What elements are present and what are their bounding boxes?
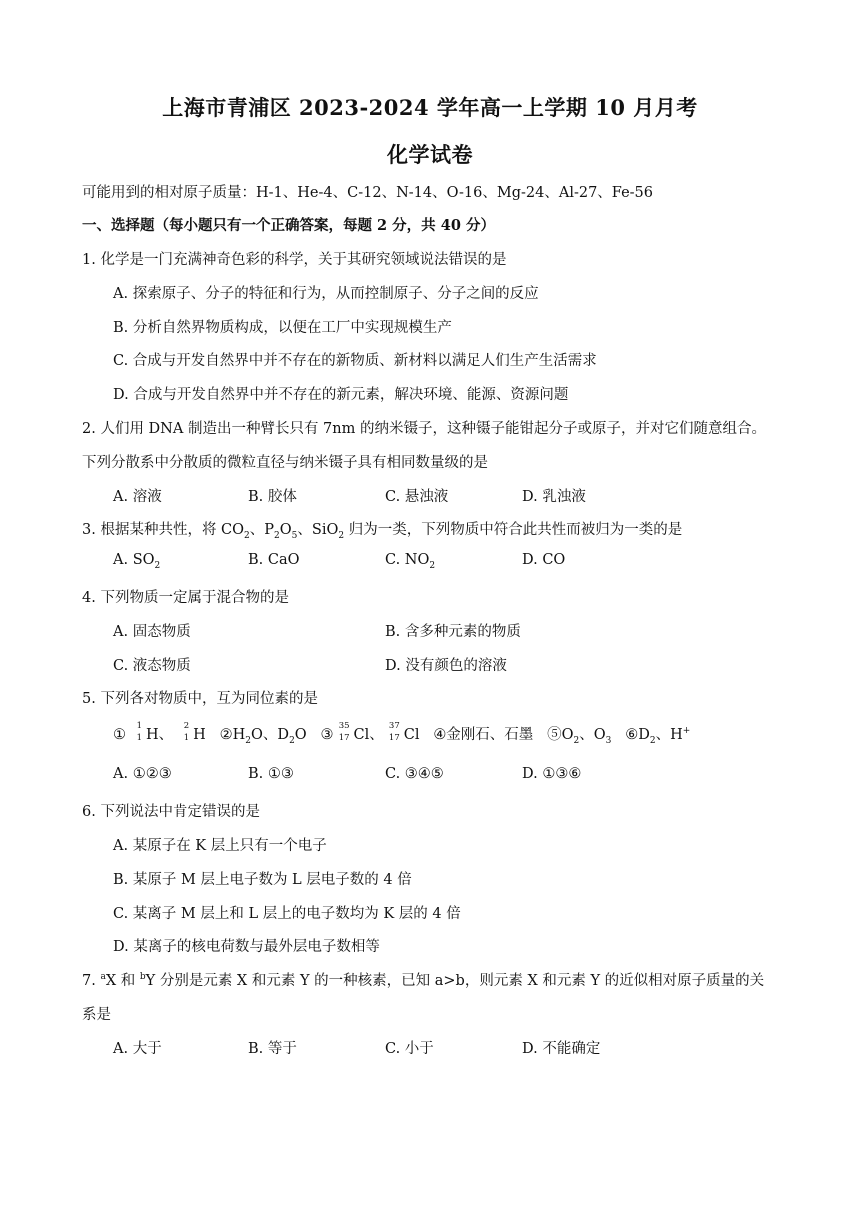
q5-option-d: D. ①③⑥	[522, 766, 582, 782]
section-heading: 一、选择题（每小题只有一个正确答案，每题 2 分，共 40 分）	[82, 217, 495, 234]
q5-stem: 5. 下列各对物质中，互为同位素的是	[82, 691, 318, 707]
q5-option-c: C. ③④⑤	[385, 766, 444, 782]
q2-option-b: B. 胶体	[248, 489, 297, 505]
atomic-masses-note: 可能用到的相对原子质量：H-1、He-4、C-12、N-14、O-16、Mg-24、Al-27、Fe-56	[82, 185, 654, 201]
q3-option-a: A. $SO_2$	[113, 552, 161, 571]
q6-option-d: D. 某离子的核电荷数与最外层电子数相等	[113, 939, 380, 955]
q5-option-b: B. ①③	[248, 766, 294, 782]
exam-title: 上海市青浦区 2023-2024 学年高一上学期 10 月月考	[162, 95, 698, 120]
q3-option-b: B. CaO	[248, 552, 300, 568]
q2-stem-line2: 下列分散系中分散质的微粒直径与纳米镊子具有相同数量级的是	[82, 455, 488, 471]
q6-option-a: A. 某原子在 K 层上只有一个电子	[113, 838, 327, 854]
q4-option-d: D. 没有颜色的溶液	[385, 658, 507, 674]
q2-option-d: D. 乳浊液	[522, 489, 586, 505]
q1-option-c: C. 合成与开发自然界中并不存在的新物质、新材料以满足人们生产生活需求	[113, 353, 597, 369]
q3-option-c: C. $NO_2$	[385, 552, 436, 571]
q1-option-b: B. 分析自然界物质构成，以便在工厂中实现规模生产	[113, 320, 452, 336]
q1-option-d: D. 合成与开发自然界中并不存在的新元素，解决环境、能源、资源问题	[113, 387, 569, 403]
q4-option-a: A. 固态物质	[113, 624, 191, 640]
q2-stem-line1: 2. 人们用 DNA 制造出一种臂长只有 7nm 的纳米镊子，这种镊子能钳起分子或原子，并对它们随意组合。	[82, 421, 766, 437]
q1-option-a: A. 探索原子、分子的特征和行为，从而控制原子、分子之间的反应	[113, 286, 539, 302]
q1-stem: 1. 化学是一门充满神奇色彩的科学，关于其研究领域说法错误的是	[82, 252, 507, 268]
q4-option-b: B. 含多种元素的物质	[385, 624, 521, 640]
q7-option-c: C. 小于	[385, 1041, 434, 1057]
q7-stem-line1: 7. $^a$X 和 $^b$Y 分别是元素 X 和元素 Y 的一种核素，已知 a>b，则元素 X 和元素 Y 的近似相对原子质量的关	[82, 972, 765, 989]
q7-option-a: A. 大于	[113, 1041, 162, 1057]
q7-stem-line2: 系是	[82, 1007, 111, 1023]
q4-option-c: C. 液态物质	[113, 658, 191, 674]
q6-stem: 6. 下列说法中肯定错误的是	[82, 804, 260, 820]
q7-option-d: D. 不能确定	[522, 1041, 601, 1057]
q4-stem: 4. 下列物质一定属于混合物的是	[82, 590, 289, 606]
q5-option-a: A. ①②③	[113, 766, 172, 782]
q7-option-b: B. 等于	[248, 1041, 297, 1057]
q3-stem: 3. 根据某种共性，将 $CO_2$、$P_2O_5$、SiO$_2$ 归为一类，下列物质中符合此共性而被归为一类的是	[82, 522, 683, 541]
q5-items: ① 1 1 H、 2 1 H $②H_2O$、$D_2O$ ③ 35 17 Cl、 37 17 Cl ④金刚石、石墨 $⑤O_2$、$O_3$ $⑥D_2$、H+	[113, 721, 691, 746]
q6-option-b: B. 某原子 M 层上电子数为 L 层电子数的 4 倍	[113, 872, 412, 888]
q2-option-a: A. 溶液	[113, 489, 162, 505]
q2-option-c: C. 悬浊液	[385, 489, 449, 505]
exam-subtitle: 化学试卷	[387, 142, 473, 167]
q3-option-d: D. CO	[522, 552, 566, 568]
q6-option-c: C. 某离子 M 层上和 L 层上的电子数均为 K 层的 4 倍	[113, 906, 461, 922]
